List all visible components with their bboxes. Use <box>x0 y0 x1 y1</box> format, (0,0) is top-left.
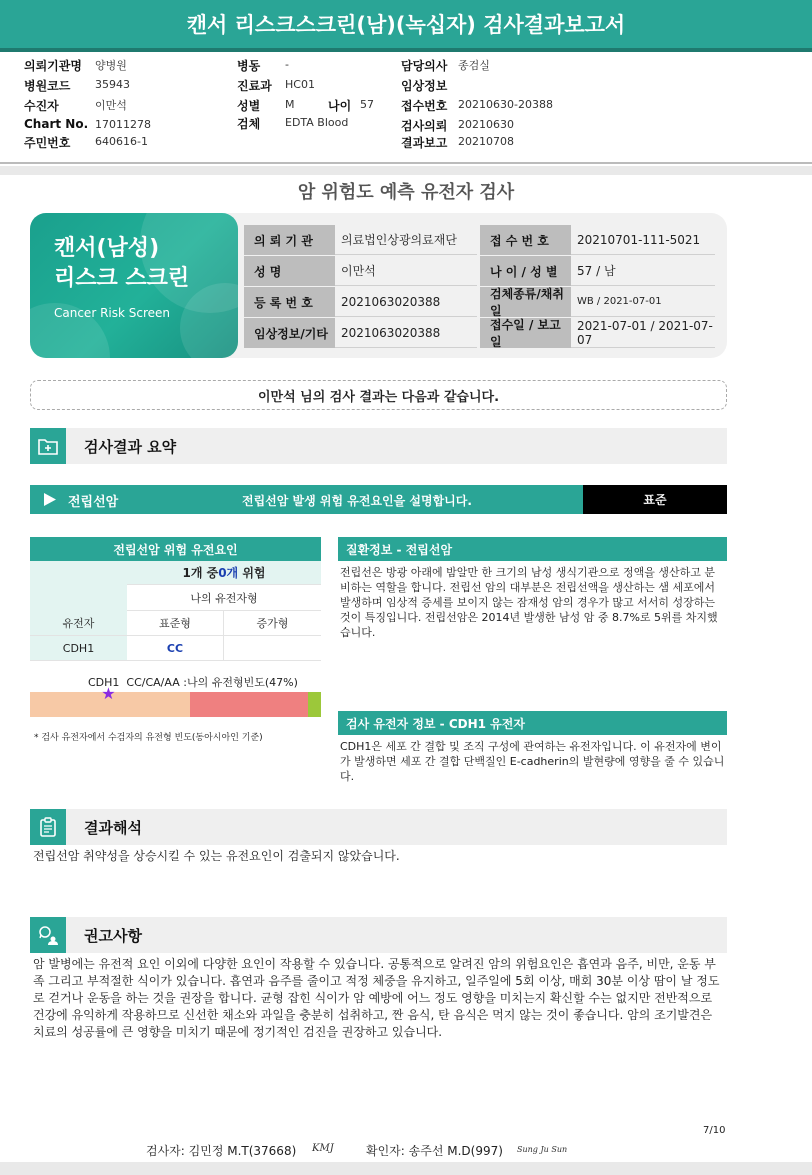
info-request-date: 검사의뢰 <box>401 119 448 133</box>
banner-title <box>54 234 189 294</box>
info-department: 진료과 <box>237 79 272 93</box>
clipboard-icon <box>30 809 66 845</box>
row-label: 성 명 <box>244 256 335 286</box>
section-advice-title: 권고사항 <box>84 927 142 945</box>
banner-subtitle: Cancer Risk Screen <box>54 306 171 320</box>
col-gene-header: 유전자 <box>30 611 127 636</box>
gene-info-text: CDH1은 세포 간 결합 및 조직 구성에 관여하는 유전자입니다. 이 유전자에 변이가 발생하면 세포 간 결합 단백질인 E-cadherin의 발현량에 영향을 줄 수 있습니다. <box>340 740 725 783</box>
frequency-note: * 검사 유전자에서 수검자의 유전형 빈도(동아시아인 기준) <box>34 733 263 743</box>
row-value: 의료법인상광의료재단 <box>335 225 477 255</box>
col-increased-header: 증가형 <box>224 611 321 636</box>
info-patient-value: 이만석 <box>95 99 127 112</box>
row-label: 접수일 / 보고일 <box>480 318 571 348</box>
row-value: 57 / 남 <box>571 256 715 286</box>
cancer-bar <box>30 485 583 514</box>
info-chart-no-value: 17011278 <box>95 118 151 131</box>
play-icon <box>44 493 56 506</box>
report-subtitle: 암 위험도 예측 유전자 검사 <box>297 182 515 203</box>
genotype-frequency-label: CDH1 CC/CA/AA :나의 유전형빈도(47%) <box>88 676 298 689</box>
section-summary <box>30 428 727 464</box>
standard-genotype-cell: CC <box>127 636 224 661</box>
row-value: 2021063020388 <box>335 287 477 317</box>
info-sex: 성별 <box>237 99 261 113</box>
disease-info-text: 전립선은 방광 아래에 밤알만 한 크기의 남성 생식기관으로 정액을 생산하고 분비하는 역할을 합니다. 전립선 암의 대부분은 전립선액을 생산하는 샘 세포에서 발생하며 임상적 증세를 보이지 않는 잠재성 암의 경우가 많고 서서히 성장하는 것이 특징입니다. 전립선암은 2014년 발생한 남성 암 중 8.7%로 5위를 차지했습니다. <box>340 566 718 639</box>
row-label: 등 록 번 호 <box>244 287 335 317</box>
patient-info <box>0 52 812 164</box>
cancer-name: 전립선암 <box>68 495 119 510</box>
my-genotype-star-icon: ★ <box>101 684 116 703</box>
risk-count <box>127 561 321 585</box>
info-resident-no: 주민번호 <box>24 136 71 150</box>
info-hospital-code: 병원코드 <box>24 79 71 93</box>
info-report-date: 결과보고 <box>401 136 448 150</box>
info-receipt-no-value: 20210630-20388 <box>458 98 553 111</box>
section-advice <box>30 917 727 953</box>
row-label: 임상정보/기타 <box>244 318 335 348</box>
confirmer-signature: Sung Ju Sun <box>517 1145 568 1154</box>
info-age: 나이 <box>328 99 352 113</box>
page-bottom-band <box>0 1162 812 1175</box>
row-label: 검체종류/채취일 <box>480 287 571 317</box>
row-value: 2021-07-01 / 2021-07-07 <box>571 318 715 348</box>
info-chart-no: Chart No. <box>24 117 89 131</box>
row-value: 2021063020388 <box>335 318 477 348</box>
frequency-segment <box>308 692 321 717</box>
info-patient: 수진자 <box>24 99 59 113</box>
info-receipt-no: 접수번호 <box>401 99 448 113</box>
info-hospital-value: 양병원 <box>95 59 127 72</box>
banner-title-line1: 캔서(남성) <box>54 236 160 261</box>
genotype-frequency-bar <box>30 692 321 717</box>
interpretation-text: 전립선암 취약성을 상승시킬 수 있는 유전요인이 검출되지 않았습니다. <box>33 849 400 863</box>
row-value: WB / 2021-07-01 <box>571 287 715 317</box>
section-summary-title: 검사결과 요약 <box>84 438 177 456</box>
row-label: 의 뢰 기 관 <box>244 225 335 255</box>
info-sex-value: M <box>285 98 295 111</box>
report-header <box>0 0 812 52</box>
info-clinical: 임상정보 <box>401 79 448 93</box>
info-age-value: 57 <box>360 98 374 111</box>
inspector: 검사자: 김민정 M.T(37668) <box>146 1144 297 1158</box>
risk-count-post: 위험 <box>238 566 266 580</box>
info-ward-value: - <box>285 58 289 71</box>
info-ward: 병동 <box>237 59 261 73</box>
info-specimen-value: EDTA Blood <box>285 116 349 129</box>
info-hospital-code-value: 35943 <box>95 78 130 91</box>
row-label: 접 수 번 호 <box>480 225 571 255</box>
result-notice <box>30 380 727 410</box>
page-separator <box>0 166 812 175</box>
row-value: 20210701-111-5021 <box>571 225 715 255</box>
banner-title-line2: 리스크 스크린 <box>54 266 190 291</box>
gene-name-cell: CDH1 <box>30 636 127 661</box>
page-number: 7/10 <box>703 1125 726 1136</box>
info-doctor-value: 종검실 <box>458 59 490 72</box>
disease-info-title: 질환정보 - 전립선암 <box>338 537 727 561</box>
col-standard-header: 표준형 <box>127 611 224 636</box>
info-resident-no-value: 640616-1 <box>95 135 148 148</box>
advice-text: 암 발병에는 유전적 요인 이외에 다양한 요인이 작용할 수 있습니다. 공통적으로 알려진 암의 위험요인은 흡연과 음주, 비만, 운동 부족 그리고 부적절한 식이가 있습니다. 흡연과 음주를 줄이고 적정 체중을 유지하고, 일주일에 5회 이상, 매회 30분 이상 땀이 날 정도로 걷거나 운동을 하는 것을 권장을 합니다. 균형 잡힌 식이가 암 예방에 어느 정도 영향을 미치는지 확신할 수는 없지만 전반적으로 건강에 유익하게 작용하므로 신선한 채소와 과일을 충분히 섭취하고, 짠 음식, 탄 음식은 먹지 않는 것이 좋습니다. 암의 조기발견은 치료의 성공률에 큰 영향을 미치기 때문에 정기적인 검진을 권장하고 있습니다. <box>33 957 720 1039</box>
info-request-date-value: 20210630 <box>458 118 514 131</box>
confirmer: 확인자: 송주선 M.D(997) <box>366 1144 503 1158</box>
risk-table-corner <box>30 561 127 585</box>
info-specimen: 검체 <box>237 117 261 131</box>
section-interpretation-title: 결과해석 <box>84 819 142 837</box>
cancer-description: 전립선암 발생 위험 유전요인을 설명합니다. <box>242 494 472 508</box>
row-label: 나 이 / 성 별 <box>480 256 571 286</box>
risk-table-corner <box>30 585 127 611</box>
info-department-value: HC01 <box>285 78 315 91</box>
section-interpretation <box>30 809 727 845</box>
risk-count-pre: 1개 중 <box>182 566 219 580</box>
risk-table-title: 전립선암 위험 유전요인 <box>30 537 321 561</box>
increased-genotype-cell <box>224 636 321 661</box>
row-value: 이만석 <box>335 256 477 286</box>
inspector-signature: KMJ <box>312 1143 334 1154</box>
folder-plus-icon <box>30 428 66 464</box>
my-genotype-header: 나의 유전자형 <box>127 585 321 611</box>
info-hospital: 의뢰기관명 <box>24 59 82 73</box>
result-notice-text: 이만석 님의 검사 결과는 다음과 같습니다. <box>257 389 500 405</box>
info-doctor: 담당의사 <box>401 59 448 73</box>
frequency-segment <box>190 692 308 717</box>
risk-count-value: 0개 <box>218 566 239 580</box>
consultation-icon <box>30 917 66 953</box>
info-report-date-value: 20210708 <box>458 135 514 148</box>
report-title: 캔서 리스크스크린(남)(녹십자) 검사결과보고서 <box>186 13 626 37</box>
gene-info-title: 검사 유전자 정보 - CDH1 유전자 <box>338 711 727 735</box>
risk-status-badge: 표준 <box>583 485 727 514</box>
